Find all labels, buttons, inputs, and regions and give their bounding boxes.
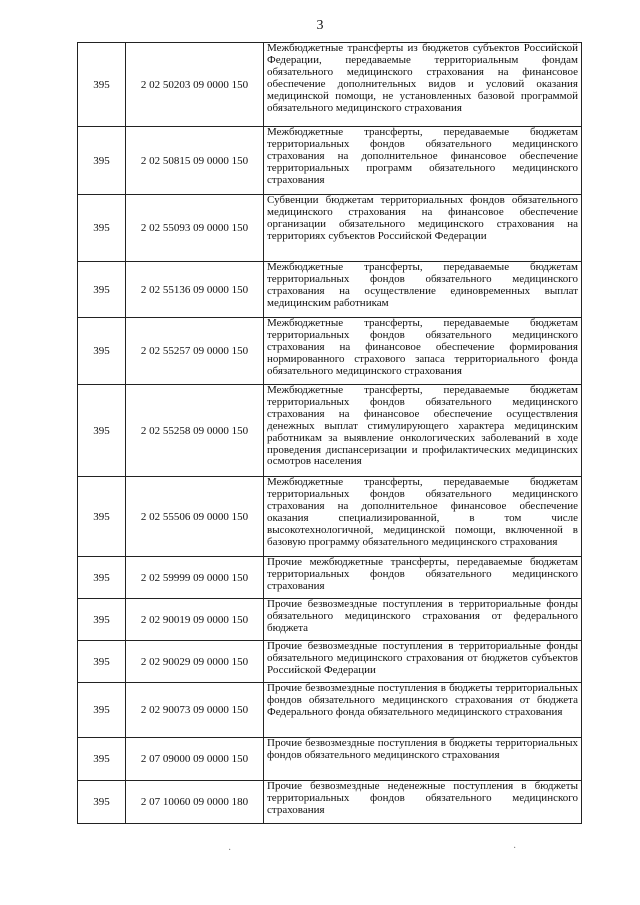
description-cell <box>264 262 582 318</box>
admin-code-cell: 395 <box>78 738 126 781</box>
description-text: Межбюджетные трансферты, передаваемые бюджетам территориальных фондов обязательного медицинского страхования на осуществление единовременных выплат медицинским работникам <box>267 261 578 309</box>
admin-code-cell: 395 <box>78 641 126 683</box>
budget-code-cell: 2 02 55136 09 0000 150 <box>126 262 264 318</box>
description-text: Прочие безвозмездные поступления в территориальные фонды обязательного медицинского страхования от бюджетов субъектов Российской Федерации <box>267 640 578 676</box>
admin-code-cell: 395 <box>78 385 126 477</box>
budget-code-cell: 2 02 55093 09 0000 150 <box>126 195 264 262</box>
budget-code-cell: 2 07 10060 09 0000 180 <box>126 781 264 824</box>
description-text: Межбюджетные трансферты, передаваемые бюджетам территориальных фондов обязательного медицинского страхования на финансовое обеспечение формирования нормированного страхового запаса территориального фонда обязательного медицинского страхования <box>267 317 578 377</box>
description-cell <box>264 641 582 683</box>
admin-code-cell: 395 <box>78 127 126 195</box>
table-row <box>78 262 582 318</box>
budget-code-cell: 2 02 50203 09 0000 150 <box>126 43 264 127</box>
description-text: Межбюджетные трансферты из бюджетов субъектов Российской Федерации, передаваемые территориальным фондам обязательного медицинского страхования на финансовое обеспечение дополнительных видов и условий оказания медицинской помощи, не установленных базовой программой обязательного медицинского страхования <box>267 42 578 114</box>
budget-code-cell: 2 07 09000 09 0000 150 <box>126 738 264 781</box>
budget-code-cell: 2 02 90019 09 0000 150 <box>126 599 264 641</box>
page-number: 3 <box>316 18 324 33</box>
description-text: Прочие безвозмездные поступления в бюджеты территориальных фондов обязательного медицинского страхования <box>267 737 578 761</box>
description-cell <box>264 738 582 781</box>
admin-code-cell: 395 <box>78 557 126 599</box>
description-text: Прочие безвозмездные поступления в территориальные фонды обязательного медицинского страхования от федерального бюджета <box>267 598 578 634</box>
table-row <box>78 385 582 477</box>
table-row <box>78 557 582 599</box>
admin-code-cell: 395 <box>78 683 126 738</box>
admin-code-cell: 395 <box>78 195 126 262</box>
description-cell <box>264 599 582 641</box>
description-text: Межбюджетные трансферты, передаваемые бюджетам территориальных фондов обязательного медицинского страхования на дополнительное финансовое обеспечение территориальных программ обязательного медицинского страхования <box>267 126 578 186</box>
admin-code-cell: 395 <box>78 318 126 385</box>
budget-code-cell: 2 02 59999 09 0000 150 <box>126 557 264 599</box>
description-text: Межбюджетные трансферты, передаваемые бюджетам территориальных фондов обязательного медицинского страхования на финансовое обеспечение осуществления денежных выплат стимулирующего характера медицинским работникам за выявление онкологических заболеваний в ходе проведения диспансеризации и профилактических медицинских осмотров населения <box>267 384 578 468</box>
table-row <box>78 641 582 683</box>
admin-code-cell: 395 <box>78 781 126 824</box>
admin-code-cell: 395 <box>78 599 126 641</box>
description-cell <box>264 781 582 824</box>
scan-mark: · <box>228 845 232 856</box>
table-row <box>78 477 582 557</box>
description-text: Прочие безвозмездные неденежные поступления в бюджеты территориальных фондов обязательного медицинского страхования <box>267 780 578 816</box>
description-cell <box>264 127 582 195</box>
table-row <box>78 43 582 127</box>
description-cell <box>264 195 582 262</box>
budget-code-cell: 2 02 90073 09 0000 150 <box>126 683 264 738</box>
table-row <box>78 127 582 195</box>
budget-code-cell: 2 02 55257 09 0000 150 <box>126 318 264 385</box>
admin-code-cell: 395 <box>78 262 126 318</box>
admin-code-cell: 395 <box>78 477 126 557</box>
budget-code-cell: 2 02 55258 09 0000 150 <box>126 385 264 477</box>
scan-mark: · <box>513 843 517 854</box>
description-cell <box>264 43 582 127</box>
admin-code-cell: 395 <box>78 43 126 127</box>
description-text: Субвенции бюджетам территориальных фондов обязательного медицинского страхования на финансовое обеспечение организации обязательного медицинского страхования на территориях субъектов Российской Федерации <box>267 194 578 242</box>
table-body <box>78 43 582 824</box>
description-cell <box>264 477 582 557</box>
description-cell <box>264 557 582 599</box>
budget-classification-table <box>77 42 582 824</box>
description-cell <box>264 385 582 477</box>
table-row <box>78 738 582 781</box>
table-row <box>78 599 582 641</box>
table-row <box>78 318 582 385</box>
description-text: Прочие межбюджетные трансферты, передаваемые бюджетам территориальных фондов обязательного медицинского страхования <box>267 556 578 592</box>
table-row <box>78 683 582 738</box>
description-text: Прочие безвозмездные поступления в бюджеты территориальных фондов обязательного медицинского страхования от бюджета Федерального фонда обязательного медицинского страхования <box>267 682 578 718</box>
budget-code-cell: 2 02 90029 09 0000 150 <box>126 641 264 683</box>
description-cell <box>264 683 582 738</box>
description-text: Межбюджетные трансферты, передаваемые бюджетам территориальных фондов обязательного медицинского страхования на дополнительное финансовое обеспечение оказания специализированной, в том числе высокотехнологичной, медицинской помощи, включенной в базовую программу обязательного медицинского страхования <box>267 476 578 548</box>
table-row <box>78 195 582 262</box>
table-row <box>78 781 582 824</box>
description-cell <box>264 318 582 385</box>
budget-code-cell: 2 02 55506 09 0000 150 <box>126 477 264 557</box>
budget-code-cell: 2 02 50815 09 0000 150 <box>126 127 264 195</box>
